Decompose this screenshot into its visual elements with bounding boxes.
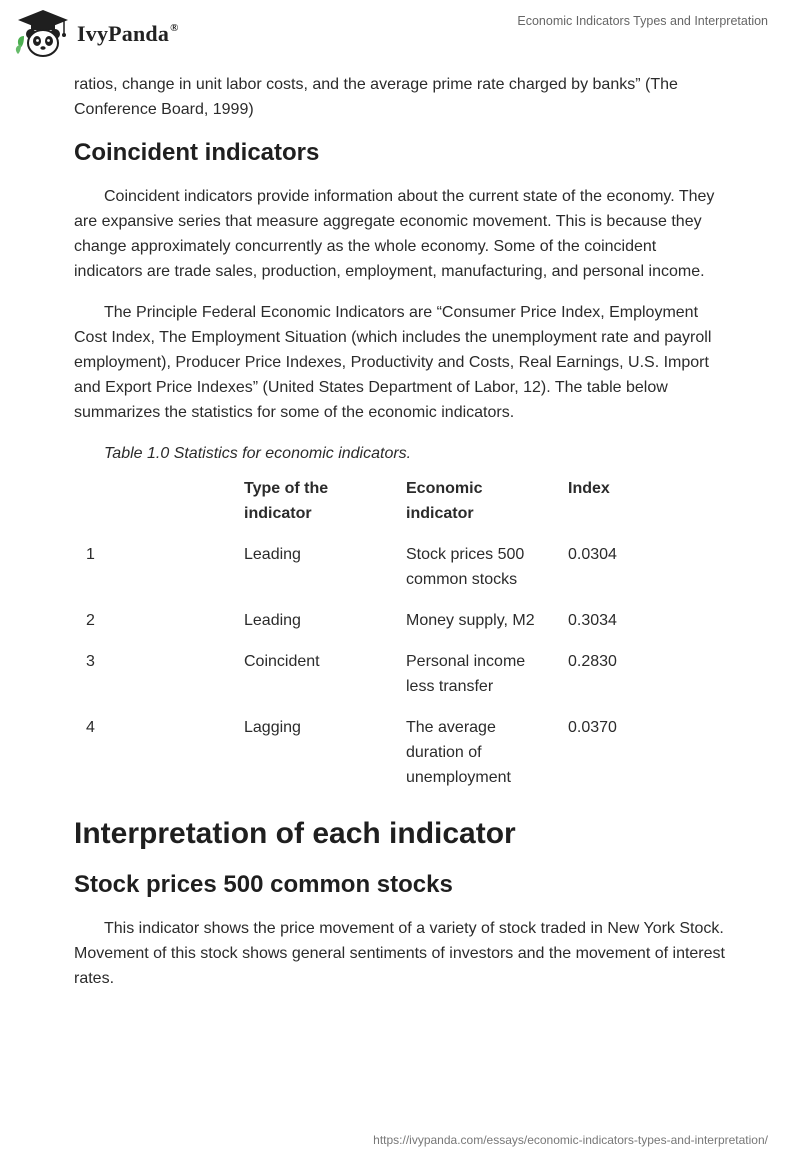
ivypanda-logo[interactable] bbox=[14, 8, 179, 58]
source-url[interactable]: https://ivypanda.com/essays/economic-indicators-types-and-interpretation/ bbox=[373, 1133, 768, 1147]
table-row bbox=[78, 715, 696, 806]
table-row bbox=[78, 608, 696, 649]
header-economic-indicator: Economic indicator bbox=[406, 480, 483, 522]
interpretation-heading: Interpretation of each indicator bbox=[74, 817, 516, 850]
coincident-heading: Coincident indicators bbox=[74, 139, 320, 166]
cell-type: Coincident bbox=[244, 653, 320, 670]
cell-index: 0.0304 bbox=[568, 546, 617, 563]
cell-type: Leading bbox=[244, 546, 301, 563]
header-number bbox=[78, 476, 236, 542]
header-type: Type of the indicator bbox=[244, 480, 329, 522]
cell-number: 1 bbox=[86, 546, 95, 563]
cell-type: Lagging bbox=[244, 719, 301, 736]
cell-indicator: Money supply, M2 bbox=[406, 612, 535, 629]
indicators-table bbox=[78, 476, 696, 806]
cell-type: Leading bbox=[244, 612, 301, 629]
brand-name: IvyPanda® bbox=[77, 21, 179, 46]
panda-graduate-icon bbox=[14, 8, 72, 58]
table-header-row bbox=[78, 476, 696, 542]
cell-indicator: Stock prices 500 common stocks bbox=[406, 546, 525, 588]
cell-index: 0.2830 bbox=[568, 653, 617, 670]
cell-number: 2 bbox=[86, 612, 95, 629]
cell-index: 0.0370 bbox=[568, 719, 617, 736]
table-row bbox=[78, 649, 696, 715]
table-row bbox=[78, 542, 696, 608]
cell-index: 0.3034 bbox=[568, 612, 617, 629]
cell-number: 4 bbox=[86, 719, 95, 736]
stock-prices-heading: Stock prices 500 common stocks bbox=[74, 871, 453, 898]
article-body bbox=[74, 72, 729, 1007]
cell-number: 3 bbox=[86, 653, 95, 670]
coincident-paragraph-1: Coincident indicators provide information about the current state of the economy. They are expansive series that measure aggregate economic movement. This is because they change approximately concurrently as the whole economy. Some of the coincident indicators are trade sales, production, employment, manufacturing, and personal income. bbox=[74, 188, 715, 280]
cell-indicator: The average duration of unemployment bbox=[406, 719, 511, 786]
stock-prices-paragraph: This indicator shows the price movement of a variety of stock traded in New York Stock. Movement of this stock shows general sentiments of investors and the movement of interest rates. bbox=[74, 920, 725, 987]
header-index: Index bbox=[568, 480, 610, 497]
coincident-paragraph-2: The Principle Federal Economic Indicators are “Consumer Price Index, Employment Cost Index, The Employment Situation (which includes the unemployment rate and payroll employment), Producer Price Indexes, Productivity and Costs, Real Earnings, U.S. Import and Export Price Indexes” (United States Department of Labor, 12). The table below summarizes the statistics for some of the economic indicators. bbox=[74, 304, 712, 421]
page-header bbox=[0, 0, 800, 70]
table-caption: Table 1.0 Statistics for economic indicators. bbox=[104, 445, 412, 462]
intro-paragraph-fragment: ratios, change in unit labor costs, and the average prime rate charged by banks” (The Conference Board, 1999) bbox=[74, 76, 678, 118]
document-title: Economic Indicators Types and Interpretation bbox=[517, 14, 768, 28]
cell-indicator: Personal income less transfer bbox=[406, 653, 526, 695]
